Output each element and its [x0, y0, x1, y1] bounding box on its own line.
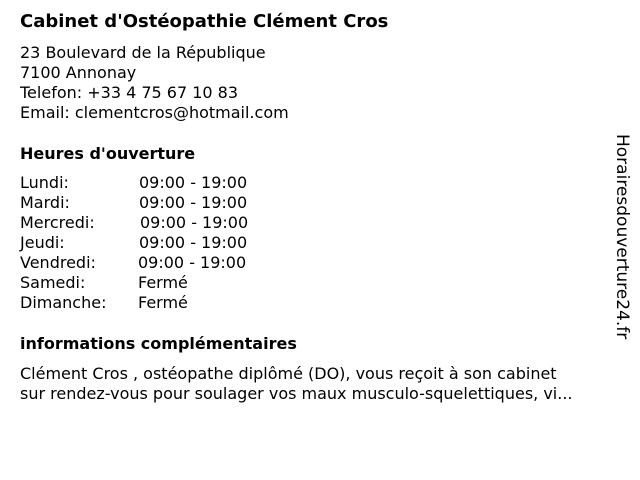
hours-row-mardi — [20, 193, 320, 213]
hours-day: Samedi: — [20, 273, 86, 292]
phone-number: Telefon: +33 4 75 67 10 83 — [20, 83, 239, 102]
additional-info-heading: informations complémentaires — [20, 334, 297, 353]
hours-day: Dimanche: — [20, 293, 107, 312]
hours-row-jeudi — [20, 233, 320, 253]
hours-time: 09:00 - 19:00 — [139, 233, 248, 252]
hours-row-samedi — [20, 273, 320, 293]
hours-row-vendredi — [20, 253, 320, 273]
description-line-1: Clément Cros , ostéopathe diplômé (DO), vous reçoit à son cabinet — [20, 364, 557, 383]
hours-day: Jeudi: — [20, 233, 65, 252]
hours-time: 09:00 - 19:00 — [139, 173, 248, 192]
business-title: Cabinet d'Ostéopathie Clément Cros — [20, 11, 389, 32]
hours-row-lundi — [20, 173, 320, 193]
hours-row-dimanche — [20, 293, 320, 313]
hours-time: 09:00 - 19:00 — [140, 213, 249, 232]
email-address: Email: clementcros@hotmail.com — [20, 103, 289, 122]
hours-time: 09:00 - 19:00 — [138, 253, 247, 272]
hours-time: Fermé — [138, 273, 188, 292]
site-watermark: Horairesdouverture24.fr — [612, 134, 632, 340]
opening-hours-heading: Heures d'ouverture — [20, 144, 196, 163]
address-city: 7100 Annonay — [20, 63, 137, 82]
hours-row-mercredi — [20, 213, 320, 233]
address-street: 23 Boulevard de la République — [20, 43, 266, 62]
hours-day: Lundi: — [20, 173, 69, 192]
description-line-2: sur rendez-vous pour soulager vos maux musculo-squelettiques, vi... — [20, 384, 573, 403]
hours-day: Mercredi: — [20, 213, 95, 232]
hours-day: Mardi: — [20, 193, 70, 212]
hours-time: Fermé — [138, 293, 188, 312]
hours-day: Vendredi: — [20, 253, 96, 272]
hours-time: 09:00 - 19:00 — [139, 193, 248, 212]
